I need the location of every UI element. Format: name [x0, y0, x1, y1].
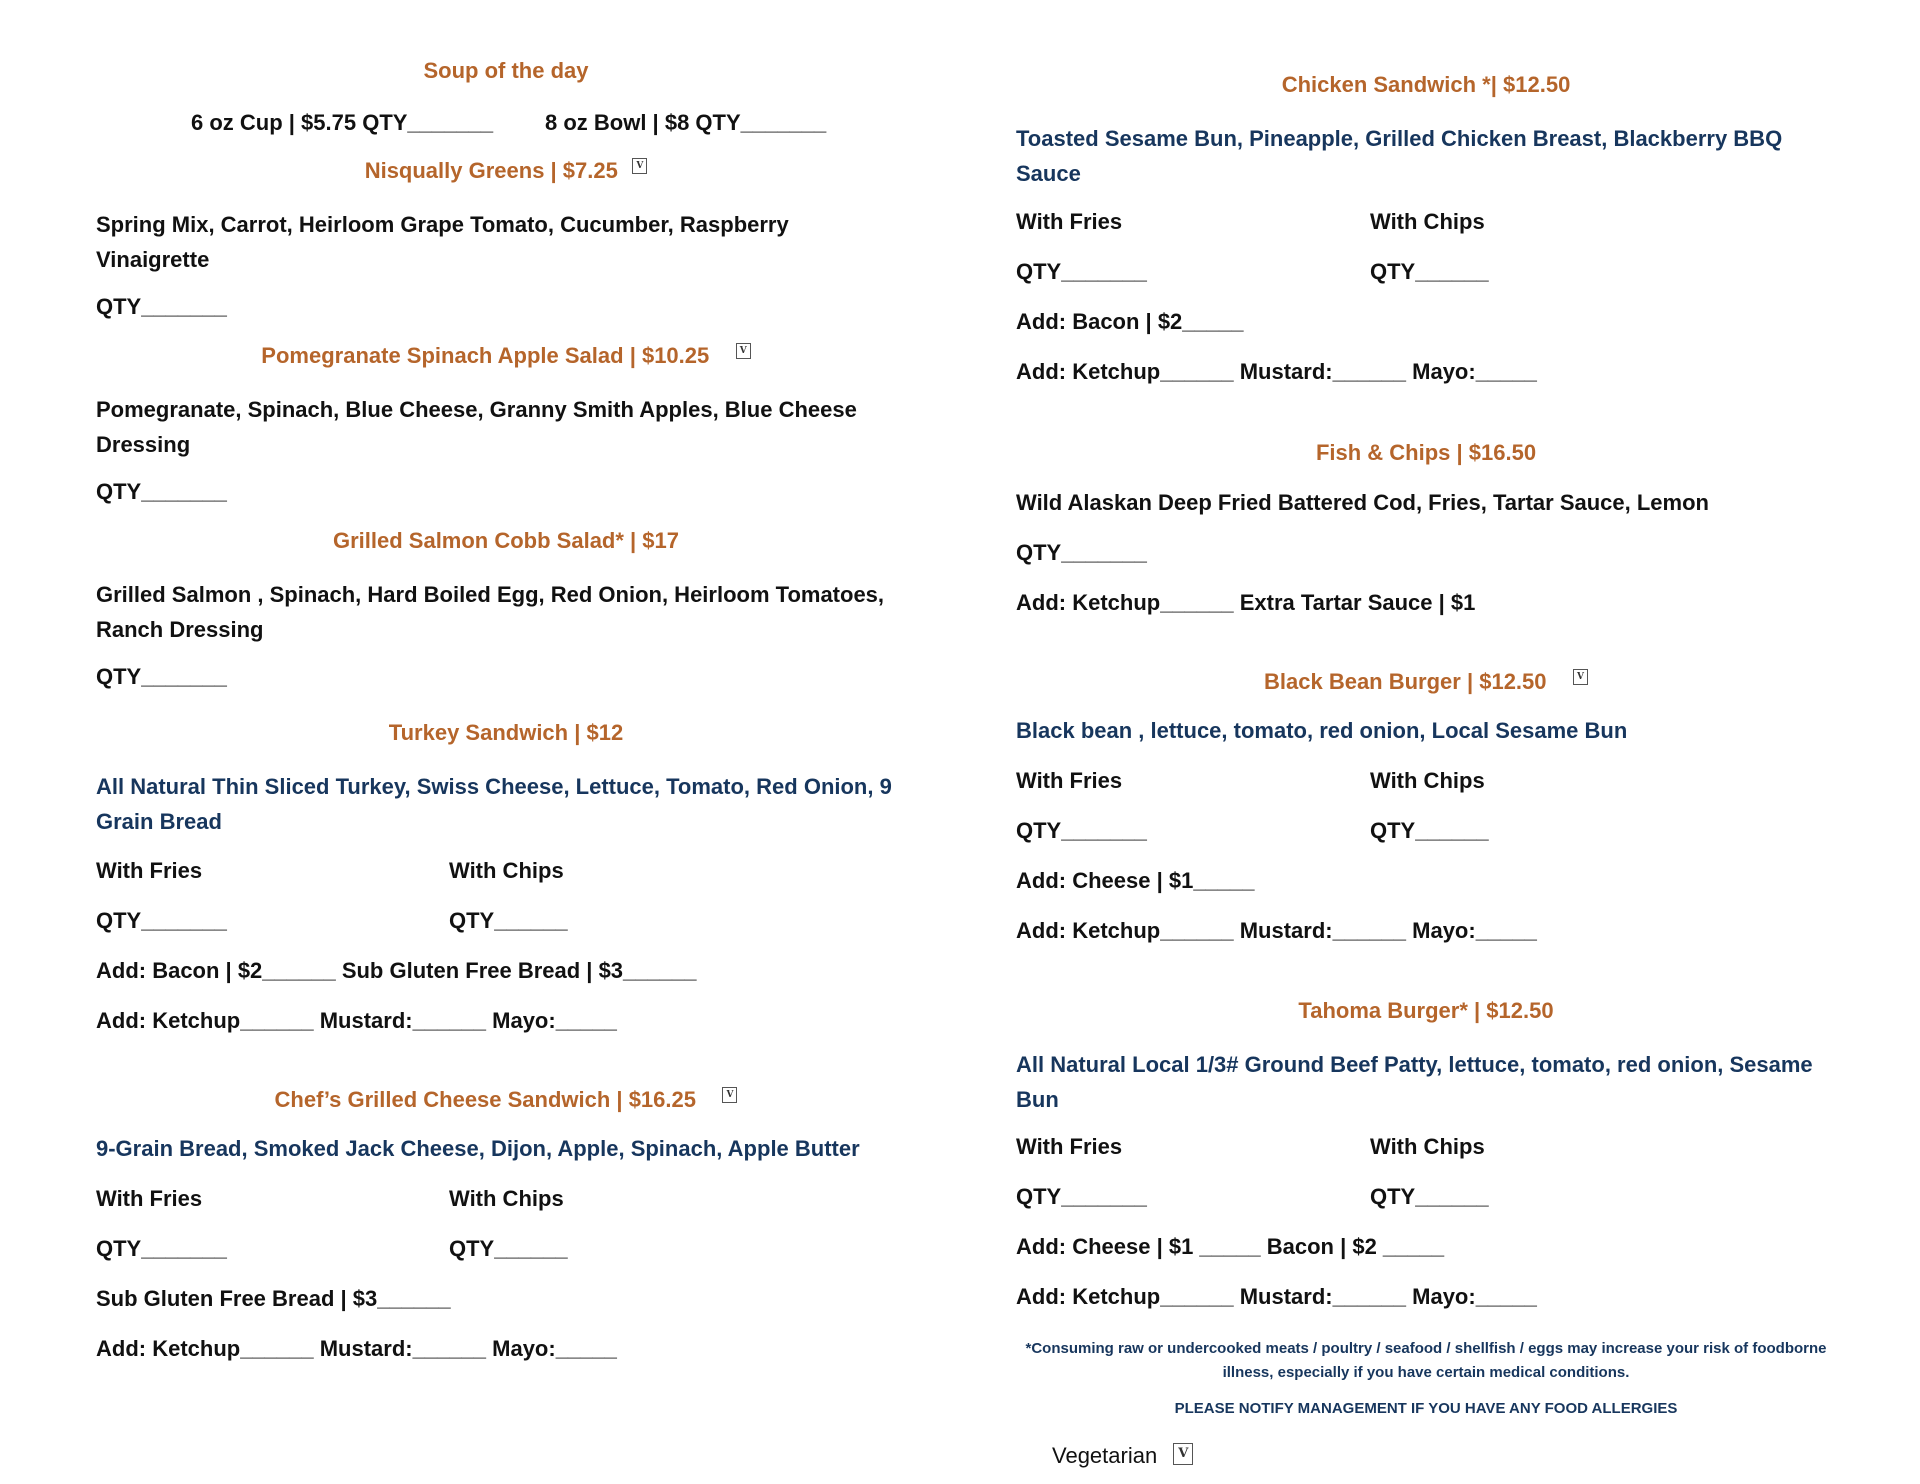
grilled-cheese-add-condiments: Add: Ketchup______ Mustard:______ Mayo:_____: [96, 1336, 617, 1361]
soup-cup-line: 6 oz Cup | $5.75 QTY_______: [191, 110, 494, 135]
turkey-with-fries: With Fries: [96, 858, 203, 883]
fish-qty: QTY_______: [1016, 540, 1147, 565]
tahoma-with-chips: With Chips: [1370, 1134, 1485, 1159]
raw-food-warning: *Consuming raw or undercooked meats / poultry / seafood / shellfish / eggs may increase your risk of foodborne illness, especially if you have certain medical conditions.: [1025, 1340, 1827, 1381]
black-bean-add-condiments: Add: Ketchup______ Mustard:______ Mayo:_____: [1016, 918, 1537, 943]
pomegranate-title: Pomegranate Spinach Apple Salad | $10.25: [261, 343, 710, 368]
fish-desc: Wild Alaskan Deep Fried Battered Cod, Fries, Tartar Sauce, Lemon: [1016, 490, 1709, 515]
turkey-title: Turkey Sandwich | $12: [388, 720, 624, 745]
vegetarian-icon: V: [632, 158, 647, 174]
black-bean-qty-fries: QTY_______: [1016, 818, 1147, 843]
black-bean-with-fries: With Fries: [1016, 768, 1123, 793]
pomegranate-header: [96, 343, 916, 369]
turkey-add-extras: Add: Bacon | $2______ Sub Gluten Free Bread | $3______: [96, 958, 697, 983]
salmon-title: Grilled Salmon Cobb Salad* | $17: [332, 528, 680, 553]
vegetarian-icon: V: [1173, 1443, 1193, 1465]
pomegranate-desc: Pomegranate, Spinach, Blue Cheese, Granny Smith Apples, Blue Cheese Dressing: [96, 397, 857, 457]
chicken-qty-chips: QTY______: [1370, 259, 1489, 284]
turkey-qty-fries: QTY_______: [96, 908, 227, 933]
turkey-add-condiments: Add: Ketchup______ Mustard:______ Mayo:_____: [96, 1008, 617, 1033]
grilled-cheese-qty-chips: QTY______: [449, 1236, 568, 1261]
grilled-cheese-desc: 9-Grain Bread, Smoked Jack Cheese, Dijon, Apple, Spinach, Apple Butter: [96, 1136, 860, 1161]
tahoma-desc: All Natural Local 1/3# Ground Beef Patty, lettuce, tomato, red onion, Sesame Bun: [1016, 1052, 1813, 1112]
allergy-notice: PLEASE NOTIFY MANAGEMENT IF YOU HAVE ANY FOOD ALLERGIES: [1174, 1400, 1678, 1417]
vegetarian-legend-label: Vegetarian: [1052, 1443, 1158, 1468]
chicken-with-fries: With Fries: [1016, 209, 1123, 234]
vegetarian-legend: [1052, 1443, 1193, 1469]
black-bean-with-chips: With Chips: [1370, 768, 1485, 793]
grilled-cheese-sub-bread: Sub Gluten Free Bread | $3______: [96, 1286, 451, 1311]
tahoma-add-extras: Add: Cheese | $1 _____ Bacon | $2 _____: [1016, 1234, 1445, 1259]
tahoma-title: Tahoma Burger* | $12.50: [1298, 998, 1554, 1023]
black-bean-title: Black Bean Burger | $12.50: [1264, 669, 1547, 694]
grilled-cheese-qty-fries: QTY_______: [96, 1236, 227, 1261]
tahoma-add-condiments: Add: Ketchup______ Mustard:______ Mayo:_____: [1016, 1284, 1537, 1309]
vegetarian-icon: V: [1573, 669, 1588, 685]
chicken-add-bacon: Add: Bacon | $2_____: [1016, 309, 1244, 334]
grilled-cheese-title: Chef’s Grilled Cheese Sandwich | $16.25: [274, 1087, 696, 1112]
chicken-qty-fries: QTY_______: [1016, 259, 1147, 284]
salmon-qty: QTY_______: [96, 664, 227, 689]
black-bean-qty-chips: QTY______: [1370, 818, 1489, 843]
chicken-add-condiments: Add: Ketchup______ Mustard:______ Mayo:_____: [1016, 359, 1537, 384]
vegetarian-icon: V: [722, 1087, 737, 1103]
salmon-desc: Grilled Salmon , Spinach, Hard Boiled Egg, Red Onion, Heirloom Tomatoes, Ranch Dressing: [96, 582, 885, 642]
grilled-cheese-with-fries: With Fries: [96, 1186, 203, 1211]
black-bean-header: [1016, 669, 1836, 695]
grilled-cheese-header: [96, 1087, 916, 1113]
tahoma-qty-fries: QTY_______: [1016, 1184, 1147, 1209]
turkey-with-chips: With Chips: [449, 858, 564, 883]
black-bean-add-cheese: Add: Cheese | $1_____: [1016, 868, 1255, 893]
greens-header: [96, 158, 916, 184]
chicken-with-chips: With Chips: [1370, 209, 1485, 234]
chicken-title: Chicken Sandwich *| $12.50: [1281, 72, 1571, 97]
soup-title: Soup of the day: [423, 58, 589, 83]
fish-title: Fish & Chips | $16.50: [1315, 440, 1537, 465]
tahoma-with-fries: With Fries: [1016, 1134, 1123, 1159]
tahoma-qty-chips: QTY______: [1370, 1184, 1489, 1209]
turkey-desc: All Natural Thin Sliced Turkey, Swiss Cheese, Lettuce, Tomato, Red Onion, 9 Grain Bread: [96, 774, 892, 834]
chicken-desc: Toasted Sesame Bun, Pineapple, Grilled Chicken Breast, Blackberry BBQ Sauce: [1016, 126, 1783, 186]
greens-qty: QTY_______: [96, 294, 227, 319]
greens-title: Nisqually Greens | $7.25: [364, 158, 618, 183]
greens-desc: Spring Mix, Carrot, Heirloom Grape Tomato, Cucumber, Raspberry Vinaigrette: [96, 212, 789, 272]
soup-bowl-line: 8 oz Bowl | $8 QTY_______: [545, 110, 827, 135]
pomegranate-qty: QTY_______: [96, 479, 227, 504]
black-bean-desc: Black bean , lettuce, tomato, red onion, Local Sesame Bun: [1016, 718, 1628, 743]
fish-add-extras: Add: Ketchup______ Extra Tartar Sauce | $1: [1016, 590, 1476, 615]
turkey-qty-chips: QTY______: [449, 908, 568, 933]
vegetarian-icon: V: [736, 343, 751, 359]
grilled-cheese-with-chips: With Chips: [449, 1186, 564, 1211]
